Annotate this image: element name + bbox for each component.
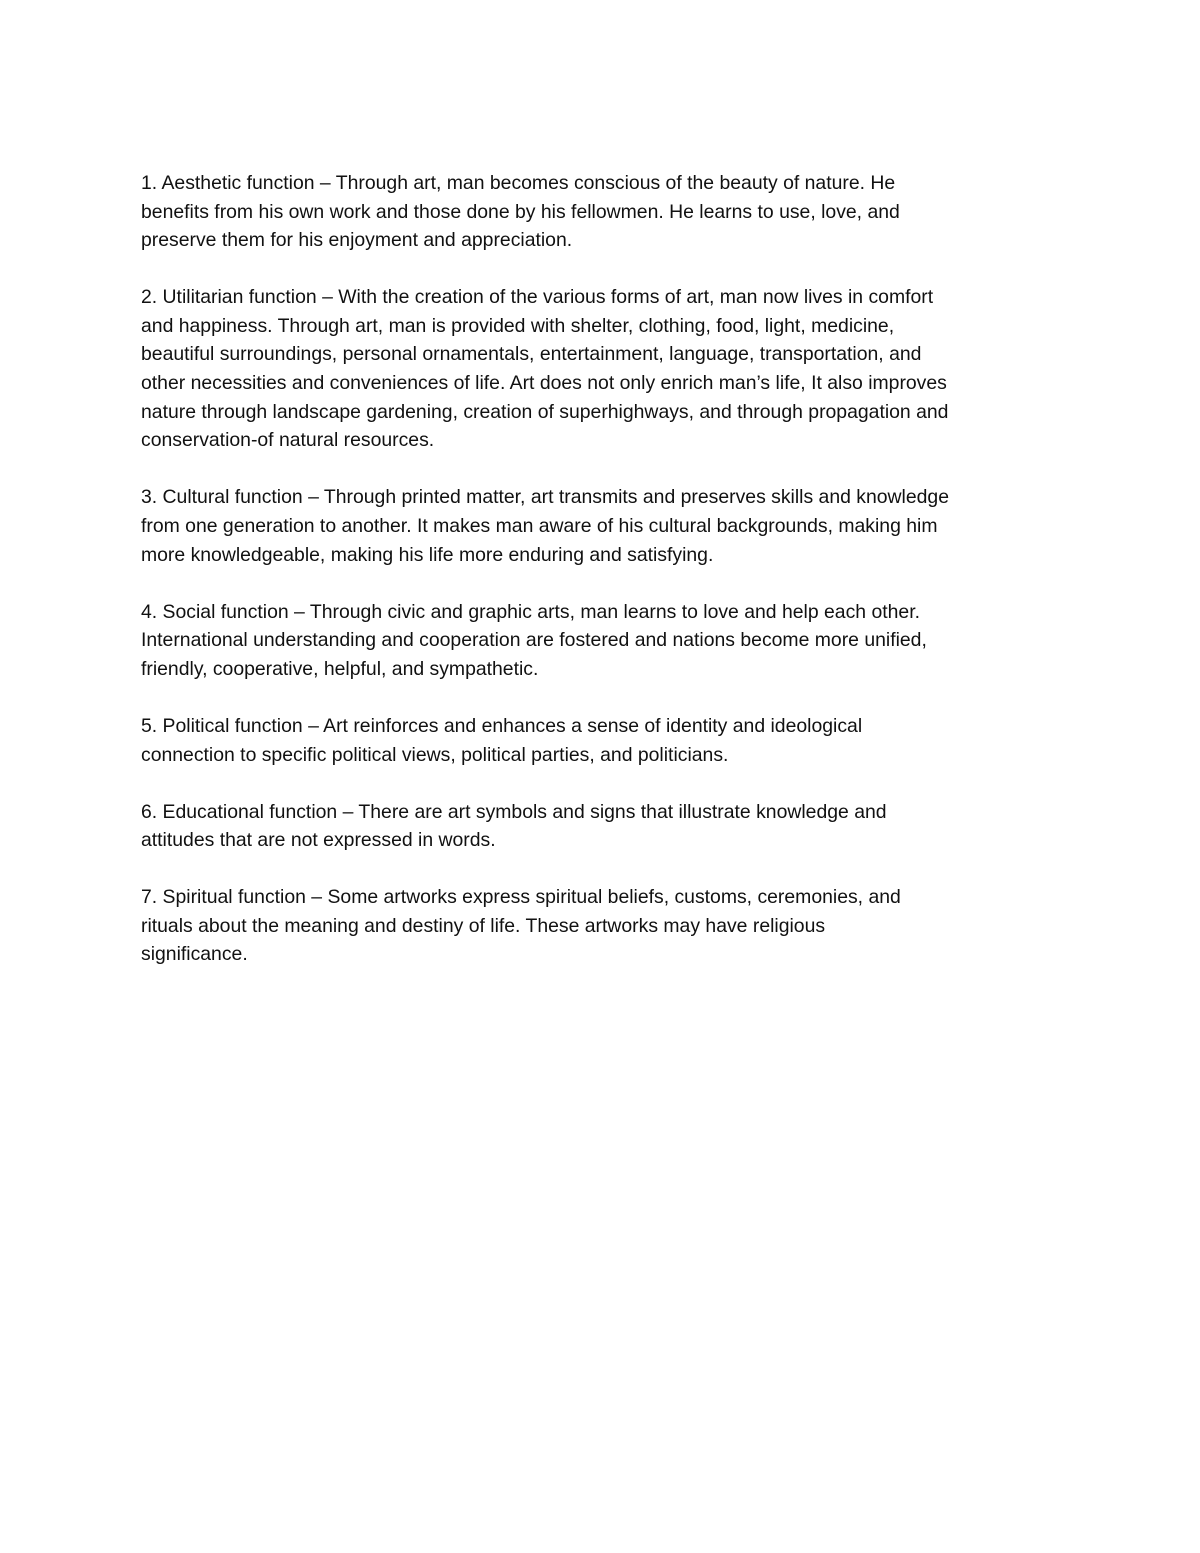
paragraph-aesthetic-function: 1. Aesthetic function – Through art, man becomes conscious of the beauty of nature. He benefits from his own work and those done by his fellowmen. He learns to use, love, and preserve them for his enjoyment and appreciation. xyxy=(141,172,900,252)
document-body xyxy=(141,169,1056,998)
paragraph-cultural-function: 3. Cultural function – Through printed matter, art transmits and preserves skills and knowledge from one generation to another. It makes man aware of his cultural backgrounds, making him more knowledgeable, making his life more enduring and satisfying. xyxy=(141,486,949,566)
paragraph-spiritual-function: 7. Spiritual function – Some artworks express spiritual beliefs, customs, ceremonies, and rituals about the meaning and destiny of life. These artworks may have religious significance. xyxy=(141,886,901,966)
paragraph-political-function: 5. Political function – Art reinforces and enhances a sense of identity and ideological connection to specific political views, political parties, and politicians. xyxy=(141,714,863,766)
paragraph-educational-function: 6. Educational function – There are art symbols and signs that illustrate knowledge and attitudes that are not expressed in words. xyxy=(141,800,887,852)
paragraph-utilitarian-function: 2. Utilitarian function – With the creation of the various forms of art, man now lives in comfort and happiness. Through art, man is provided with shelter, clothing, food, light, medicine, beautiful surroundings, personal ornamentals, entertainment, language, transportation, and other necessities and conveniences of life. Art does not only enrich man’s life, It also improves nature through landscape gardening, creation of superhighways, and through propagation and conservation-of natural resources. xyxy=(141,286,949,452)
paragraph-social-function: 4. Social function – Through civic and graphic arts, man learns to love and help each other. International understanding and cooperation are fostered and nations become more unified, friendly, cooperative, helpful, and sympathetic. xyxy=(141,600,927,680)
